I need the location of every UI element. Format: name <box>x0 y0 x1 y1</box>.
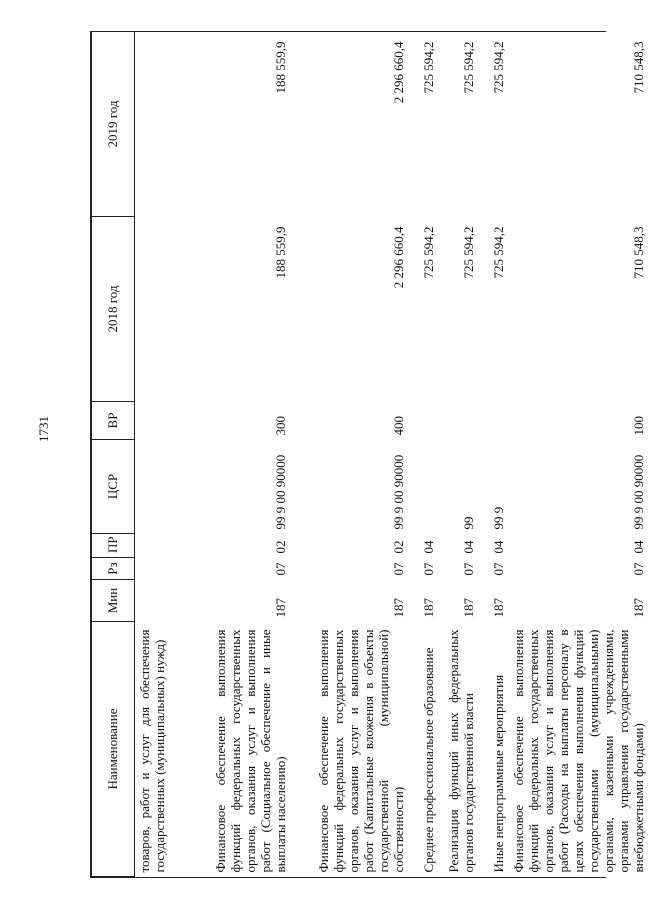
row-rz: 07 <box>420 562 436 576</box>
budget-table <box>91 31 648 877</box>
row-2018: 710 548,3 <box>630 226 646 279</box>
row-2019: 725 594,2 <box>420 41 436 94</box>
row-rz: 07 <box>460 562 476 576</box>
row-vr <box>438 402 478 440</box>
row-min: 187 <box>490 598 506 618</box>
table-row <box>408 32 438 877</box>
table-row <box>438 32 478 877</box>
row-vr: 300 <box>272 416 288 436</box>
table-row <box>190 32 290 877</box>
row-pr: 04 <box>420 540 436 554</box>
header-vr: ВР <box>92 402 135 440</box>
header-name: Наименование <box>92 622 135 877</box>
row-csr: 99 <box>460 516 476 530</box>
header-2018: 2018 год <box>92 217 135 402</box>
row-pr: 04 <box>460 540 476 554</box>
table-row <box>478 32 508 877</box>
row-min: 187 <box>420 598 436 618</box>
row-2018: 725 594,2 <box>490 226 506 279</box>
row-2018: 725 594,2 <box>460 226 476 279</box>
budget-table-frame <box>90 31 646 878</box>
row-2018: 188 559,9 <box>272 226 288 279</box>
row-min: 187 <box>460 598 476 618</box>
row-pr: 02 <box>390 540 406 554</box>
row-csr <box>408 440 438 534</box>
row-vr <box>135 402 190 440</box>
row-2019: 710 548,3 <box>630 41 646 94</box>
row-name: Иные непрограммные мероприятия <box>490 674 506 873</box>
row-csr <box>135 440 190 534</box>
row-csr: 99 9 <box>490 506 506 530</box>
row-2019: 725 594,2 <box>460 41 476 94</box>
row-min: 187 <box>390 598 406 618</box>
row-rz: 07 <box>490 562 506 576</box>
row-vr: 100 <box>630 416 646 436</box>
table-row <box>508 32 648 877</box>
row-vr: 400 <box>390 416 406 436</box>
row-name: Финансовое обеспечение выполнения функций федеральных государственных органов, оказания услуг и выполнения работ (Капитальные вложения в объекты государственной (муниципальной) собственности) <box>315 629 406 873</box>
row-min <box>135 580 190 622</box>
row-pr <box>135 534 190 558</box>
row-2019: 2 296 660,4 <box>390 41 406 104</box>
row-name: Среднее профессиональное образование <box>420 647 436 873</box>
header-rz: Рз <box>92 558 135 580</box>
row-vr <box>478 402 508 440</box>
row-min: 187 <box>630 598 646 618</box>
row-name: Финансовое обеспечение выполнения функций федеральных государственных органов, оказания услуг и выполнения работ (Социальное обеспечение и иные выплаты населению) <box>212 629 288 873</box>
row-csr: 99 9 00 90000 <box>630 454 646 530</box>
row-pr: 02 <box>272 540 288 554</box>
row-rz: 07 <box>630 562 646 576</box>
row-2018: 2 296 660,4 <box>390 226 406 289</box>
row-name: Реализация функций иных федеральных органов государственной власти <box>445 629 476 873</box>
row-csr: 99 9 00 90000 <box>390 454 406 530</box>
row-csr: 99 9 00 90000 <box>272 454 288 530</box>
row-2019: 188 559,9 <box>272 41 288 94</box>
table-row <box>135 32 190 877</box>
row-pr: 04 <box>490 540 506 554</box>
table-row <box>290 32 408 877</box>
row-min: 187 <box>272 598 288 618</box>
table-header-row <box>92 32 135 877</box>
row-pr: 04 <box>630 540 646 554</box>
row-vr <box>408 402 438 440</box>
page-number: 1731 <box>36 416 51 442</box>
row-2018 <box>135 217 190 402</box>
header-2019: 2019 год <box>92 32 135 217</box>
row-2019 <box>135 32 190 217</box>
header-csr: ЦСР <box>92 440 135 534</box>
header-pr: ПР <box>92 534 135 558</box>
row-rz <box>135 558 190 580</box>
row-rz: 07 <box>272 562 288 576</box>
row-rz: 07 <box>390 562 406 576</box>
row-name: Финансовое обеспечение выполнения функций федеральных государственных органов, оказания услуг и выполнения работ (Расходы на выплаты персоналу в целях обеспечения выполнения функций государственными (муниципальными) органами, казенными учреждениями, органами управления государственными внебюджетными фондами) <box>510 629 646 873</box>
header-min: Мин <box>92 580 135 622</box>
row-2019: 725 594,2 <box>490 41 506 94</box>
row-name: товаров, работ и услуг для обеспечения государственных (муниципальных) нужд) <box>137 629 167 873</box>
row-2018: 725 594,2 <box>420 226 436 279</box>
